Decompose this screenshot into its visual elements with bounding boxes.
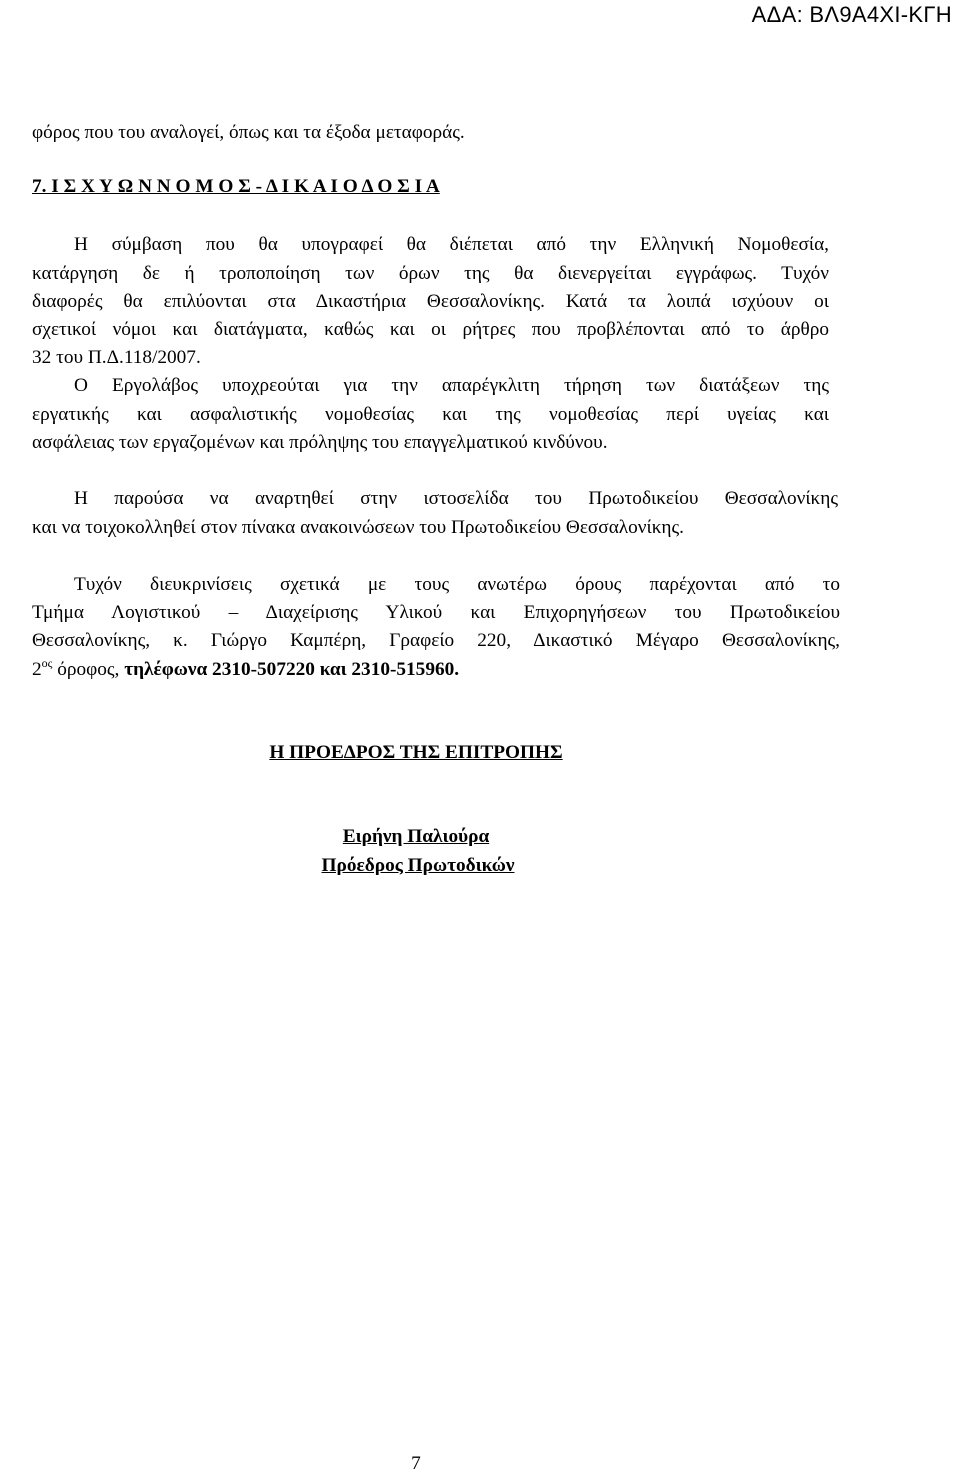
paragraph-line: και να τοιχοκολληθεί στον πίνακα ανακοινώσεων του Πρωτοδικείου Θεσσαλονίκης. [32,517,684,538]
signatory-name: Ειρήνη Παλιούρα [342,826,490,847]
paragraph-line: Η παρούσα να αναρτηθεί στην ιστοσελίδα του Πρωτοδικείου Θεσσαλονίκης [74,488,838,509]
phone-numbers: τηλέφωνα 2310-507220 και 2310-515960. [124,659,460,680]
page-number: 7 [411,1453,421,1474]
body-line-top: φόρος που του αναλογεί, όπως και τα έξοδα μεταφοράς. [32,122,465,143]
paragraph-line: σχετικοί νόμοι και διατάγματα, καθώς και οι ρήτρες που προβλέπονται από το άρθρο [32,319,829,340]
paragraph-line: εργατικής και ασφαλιστικής νομοθεσίας και της νομοθεσίας περί υγείας και [32,404,829,425]
floor-ordinal-suffix: ος [41,656,53,670]
paragraph-line: 32 του Π.Δ.118/2007. [32,347,201,368]
committee-title: Η ΠΡΟΕΔΡΟΣ ΤΗΣ ΕΠΙΤΡΟΠΗΣ [269,742,563,763]
paragraph-line-last [32,658,459,682]
paragraph-line: διαφορές θα επιλύονται στα Δικαστήρια Θεσσαλονίκης. Κατά τα λοιπά ισχύουν οι [32,291,829,312]
paragraph-line: Η σύμβαση που θα υπογραφεί θα διέπεται από την Ελληνική Νομοθεσία, [74,234,829,255]
signatory-title: Πρόεδρος Πρωτοδικών [321,855,515,876]
paragraph-line: Τμήμα Λογιστικού – Διαχείρισης Υλικού και Επιχορηγήσεων του Πρωτοδικείου [32,602,840,623]
floor-text: όροφος, [52,659,125,680]
paragraph-line: Ο Εργολάβος υποχρεούται για την απαρέγκλιτη τήρηση των διατάξεων της [74,375,829,396]
paragraph-line: Θεσσαλονίκης, κ. Γιώργο Καμπέρη, Γραφείο 220, Δικαστικό Μέγαρο Θεσσαλονίκης, [32,630,840,651]
floor-number: 2 [32,659,42,680]
paragraph-line: κατάργηση δε ή τροποποίηση των όρων της θα διενεργείται εγγράφως. Τυχόν [32,263,829,284]
paragraph-line: ασφάλειας των εργαζομένων και πρόληψης του επαγγελματικού κινδύνου. [32,432,608,453]
ada-code: ΑΔΑ: ΒΛ9Α4ΧΙ-ΚΓΗ [751,2,952,27]
section-heading: 7. Ι Σ Χ Υ Ω Ν Ν Ο Μ Ο Σ - Δ Ι Κ Α Ι Ο Δ Ο Σ Ι Α [32,176,440,197]
paragraph-line: Τυχόν διευκρινίσεις σχετικά με τους ανωτέρω όρους παρέχονται από το [74,574,840,595]
